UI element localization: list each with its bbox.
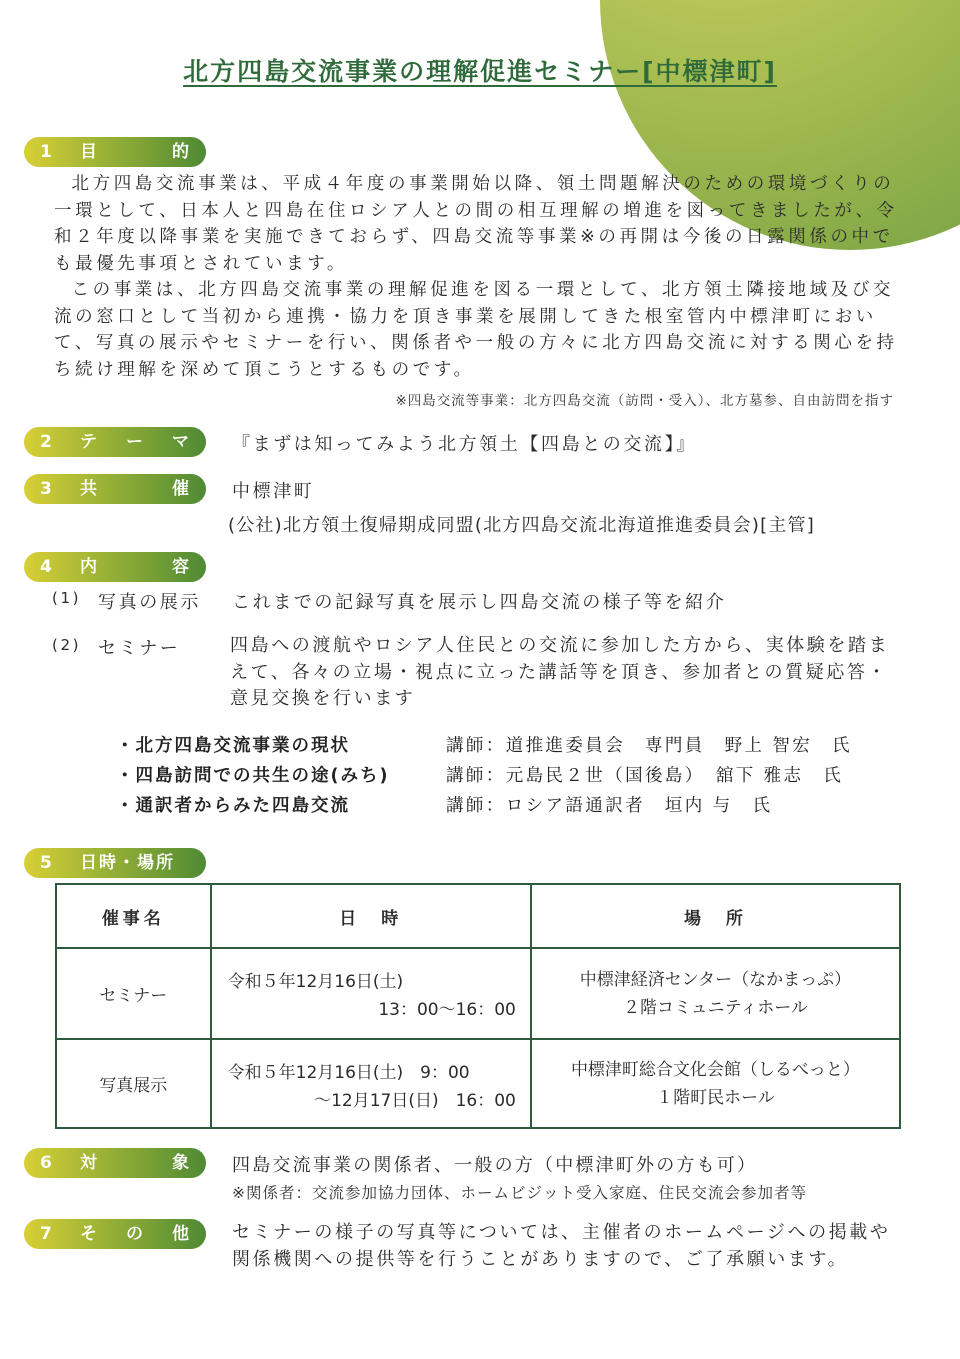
event-name: セミナー <box>56 948 211 1039</box>
section-label: 目的 <box>80 142 190 162</box>
talk-topic-3: ・通訳者からみた四島交流 <box>116 796 350 816</box>
place-name: 中標津町総合文化会館（しるべっと） <box>570 1059 860 1080</box>
section-number: 4 <box>40 557 52 577</box>
purpose-paragraph-2: この事業は、北方四島交流事業の理解促進を図る一環として、北方領土隣接地域及び交流の窓口として当初から連携・協力を頂き事業を展開してきた根室管内中標津町において、写真の展示やセミナーを行い、関係者や一般の方々に北方四島交流に対する関心を持ち続け理解を深めて頂こうとするものです。 <box>54 280 898 380</box>
section-3-heading <box>24 474 206 504</box>
datetime-end: 13：00〜16：00 <box>378 1000 516 1020</box>
theme-text: 『まずは知ってみよう北方領土【四島との交流】』 <box>232 434 697 455</box>
section-number: 5 <box>40 853 52 873</box>
table-row <box>56 948 900 1039</box>
section-number: 6 <box>40 1153 52 1173</box>
talk-topic-1: ・北方四島交流事業の現状 <box>116 736 350 756</box>
talk-topic-2: ・四島訪問での共生の途(みち) <box>116 766 390 786</box>
header-event: 催事名 <box>56 884 211 948</box>
datetime-start: 令和５年12月16日(土) <box>227 972 404 992</box>
section-label: 対象 <box>80 1153 190 1173</box>
section-7-heading <box>24 1219 206 1249</box>
section-2-heading <box>24 427 206 457</box>
section-5-heading <box>24 848 206 878</box>
section-label: 内容 <box>80 557 190 577</box>
section-6-heading <box>24 1148 206 1178</box>
place-cell <box>531 948 900 1039</box>
section-number: 7 <box>40 1224 52 1244</box>
section-label: 日時・場所 <box>80 853 175 873</box>
section-4-heading <box>24 552 206 582</box>
event-name: 写真展示 <box>56 1039 211 1128</box>
content-item-1-title: 写真の展示 <box>98 592 201 613</box>
header-datetime: 日 時 <box>211 884 531 948</box>
datetime-cell <box>211 1039 531 1128</box>
section-label: テーマ <box>80 432 190 452</box>
place-room: １階町民ホール <box>656 1087 775 1108</box>
place-room: ２階コミュニティホール <box>622 997 808 1018</box>
datetime-end: 〜12月17日(日) 16：00 <box>314 1091 516 1111</box>
other-text: セミナーの様子の写真等については、主催者のホームページへの掲載や関係機関への提供等を行うことがありますので、ご了承願います。 <box>232 1222 891 1270</box>
table-row <box>56 1039 900 1128</box>
section-number: 3 <box>40 479 52 499</box>
talk-speaker-2: 講師：元島民２世（国後島） 舘下 雅志 氏 <box>446 766 844 786</box>
target-note: ※関係者：交流参加協力団体、ホームビジット受入家庭、住民交流会参加者等 <box>232 1184 807 1202</box>
purpose-text <box>54 171 902 383</box>
datetime-start: 令和５年12月16日(土) 9：00 <box>227 1063 470 1083</box>
talk-speaker-1: 講師：道推進委員会 専門員 野上 智宏 氏 <box>446 736 852 756</box>
section-number: 1 <box>40 142 52 162</box>
content-item-2-number: (2) <box>52 636 82 654</box>
table-header-row <box>56 884 900 948</box>
purpose-note: ※四島交流等事業：北方四島交流（訪問・受入）、北方墓参、自由訪問を指す <box>395 393 894 409</box>
target-text: 四島交流事業の関係者、一般の方（中標津町外の方も可） <box>232 1155 758 1176</box>
content-item-2-text: 四島への渡航やロシア人住民との交流に参加した方から、実体験を踏まえて、各々の立場・視点に立った講話等を頂き、参加者との質疑応答・意見交換を行います <box>230 635 890 709</box>
page-title: 北方四島交流事業の理解促進セミナー[中標津町] <box>183 57 777 86</box>
content-item-1-text: これまでの記録写真を展示し四島交流の様子等を紹介 <box>232 592 727 613</box>
cohost-line-2: (公社)北方領土復帰期成同盟(北方四島交流北海道推進委員会)[主管] <box>228 515 815 536</box>
section-1-heading <box>24 137 206 167</box>
datetime-cell <box>211 948 531 1039</box>
content-item-1-number: (1) <box>52 589 82 607</box>
header-place: 場 所 <box>531 884 900 948</box>
section-label: 共催 <box>80 479 190 499</box>
purpose-paragraph-1: 北方四島交流事業は、平成４年度の事業開始以降、領土問題解決のための環境づくりの一環として、日本人と四島在住ロシア人との間の相互理解の増進を図ってきましたが、令和２年度以降事業を実施できておらず、四島交流等事業※の再開は今後の日露関係の中でも最優先事項とされています。 <box>54 174 898 274</box>
place-name: 中標津経済センター（なかまっぷ） <box>579 969 852 990</box>
talk-speaker-3: 講師：ロシア語通訳者 垣内 与 氏 <box>446 796 773 816</box>
cohost-line-1: 中標津町 <box>232 481 315 502</box>
schedule-table <box>55 883 901 1129</box>
section-number: 2 <box>40 432 52 452</box>
content-item-2-title: セミナー <box>98 638 181 659</box>
section-label: その他 <box>80 1224 190 1244</box>
place-cell <box>531 1039 900 1128</box>
